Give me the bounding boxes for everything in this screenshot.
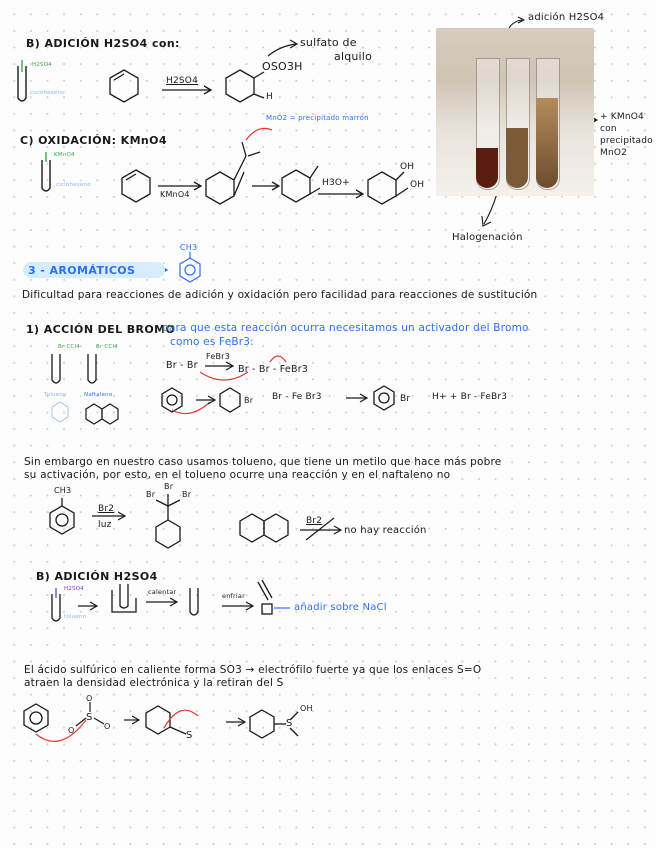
- paragraph: El ácido sulfúrico en caliente forma SO3 → electrófilo fuerte ya que los enlaces S=O: [24, 664, 482, 676]
- tube-label: KMnO4: [54, 152, 75, 158]
- product-group-label: OSO3H: [262, 60, 303, 73]
- photo-label: adición H2SO4: [528, 12, 605, 23]
- ring-label: CH3: [180, 243, 198, 252]
- test-tube-icon: [190, 588, 198, 615]
- tube-label: Br CCl4: [58, 344, 80, 350]
- reaction-arrow: [222, 602, 253, 610]
- tribromomethyl-cyclohexane-icon: [156, 494, 180, 548]
- product-name-label: sulfato de: [300, 36, 357, 49]
- toluene-icon: [50, 498, 74, 534]
- step-label: calentar: [148, 588, 177, 596]
- atom-label: S: [86, 712, 93, 723]
- manganate-ester-icon: [206, 128, 272, 204]
- paragraph: su activación, por esto, en el tolueno ocurre una reacción y en el naftaleno no: [24, 469, 451, 481]
- photo-label: con: [600, 124, 617, 134]
- curved-arrow: [270, 356, 286, 362]
- reagent-label: Br2: [98, 504, 115, 514]
- brown-liquid: [536, 98, 558, 188]
- oh-label: OH: [300, 704, 313, 713]
- tube-label: tolueno: [64, 614, 87, 620]
- photo-label: Halogenación: [452, 232, 523, 243]
- lab-photo: [436, 28, 594, 196]
- naphthalene-icon: [240, 514, 288, 542]
- tube-label: H2SO4: [64, 586, 84, 592]
- water-bath-icon: [112, 584, 136, 612]
- reaction-arrow: [226, 718, 245, 726]
- reagent-label: KMnO4: [160, 190, 190, 199]
- arenium-icon: [220, 388, 240, 412]
- reaction-arrow: [205, 362, 233, 370]
- tube-label: ciclohexeno: [56, 182, 91, 188]
- note-label: MnO2 = precipitado marrón: [266, 114, 369, 122]
- reagent-label: H2SO4: [166, 76, 199, 86]
- reaction-arrow: [196, 396, 215, 404]
- curved-arrow: [172, 402, 210, 414]
- atom-label: Br: [182, 490, 192, 499]
- final-step-label: añadir sobre NaCl: [294, 602, 387, 613]
- product-h-label: H: [266, 92, 273, 102]
- section-heading-oxidacion: C) OXIDACIÓN: KMnO4: [20, 134, 167, 147]
- reaction-arrow: [158, 182, 201, 190]
- reagent-label: H3O+: [322, 178, 350, 188]
- test-tube-icon: [42, 152, 50, 191]
- cyclohexane-icon: [282, 166, 320, 202]
- photo-label: + KMnO4: [600, 112, 644, 122]
- tube-label: Br CCl4: [96, 344, 118, 350]
- reagent-label: Br2: [306, 516, 323, 526]
- heading-note: para que esta reacción ocurra necesitamos un activador del Bromo: [162, 322, 529, 334]
- reaction-arrow: [78, 602, 97, 610]
- bromobenzene-icon: [374, 386, 394, 410]
- oh-label: OH: [400, 162, 415, 172]
- naphthalene-icon: [86, 404, 118, 424]
- atom-label: O: [104, 722, 111, 731]
- equation-text: H+ + Br - FeBr3: [432, 392, 508, 402]
- test-tube-icon: [52, 354, 96, 383]
- equation-text: FeBr3: [206, 352, 230, 361]
- tube-label: Naftaleno: [84, 392, 113, 398]
- benzene-icon: [24, 704, 48, 732]
- heading-note: como es FeBr3:: [170, 336, 254, 348]
- photo-label: precipitado: [600, 136, 653, 146]
- dark-liquid: [476, 148, 498, 188]
- photo-label: MnO2: [600, 148, 628, 158]
- paragraph: Dificultad para reacciones de adición y oxidación pero facilidad para reacciones de sustitución: [22, 289, 538, 301]
- equation-text: Br: [244, 396, 254, 405]
- test-tube-icon: [52, 588, 60, 621]
- test-tube-icon: [18, 60, 26, 101]
- section-heading-bromo: 1) ACCIÓN DEL BROMO: [26, 323, 176, 336]
- paragraph: atraen la densidad electrónica y la retiran del S: [24, 677, 284, 689]
- oh-label: OH: [410, 180, 425, 190]
- arenium-icon: [146, 706, 186, 734]
- cyclohexene-icon: [110, 70, 138, 102]
- tube-label: H2SO4: [32, 62, 52, 68]
- cyclohexane-icon: [226, 70, 264, 102]
- product-name-label: alquilo: [334, 50, 372, 63]
- curved-arrow: [36, 720, 86, 741]
- reaction-arrow: [146, 598, 177, 606]
- section-heading-aromaticos: 3 - AROMÁTICOS: [28, 264, 136, 277]
- reaction-arrow: [346, 394, 367, 402]
- equation-text: Br - Br: [166, 360, 198, 371]
- atom-label: S: [186, 730, 193, 741]
- reagent-label: luz: [98, 520, 112, 530]
- equation-text: Br - Fe Br3: [272, 392, 322, 402]
- tube-label: ciclohexeno: [30, 90, 65, 96]
- ring-label: CH3: [54, 486, 72, 495]
- step-label: enfriar: [222, 592, 245, 600]
- toluene-icon: [180, 252, 200, 282]
- section-heading-adicion-aromaticos: B) ADICIÓN H2SO4: [36, 570, 158, 583]
- atom-label: S: [286, 718, 293, 729]
- atom-label: O: [68, 726, 75, 735]
- section-heading-adicion-h2so4: B) ADICIÓN H2SO4 con:: [26, 37, 180, 50]
- precipitate-liquid: [506, 128, 528, 188]
- cyclohexene-icon: [122, 170, 150, 202]
- result-label: no hay reacción: [344, 525, 427, 536]
- annotation-arrow: [268, 40, 297, 56]
- diol-product-icon: [368, 172, 408, 204]
- benzene-icon: [162, 388, 182, 412]
- atom-label: Br: [164, 482, 174, 491]
- equation-text: Br: [400, 394, 411, 404]
- reaction-arrow: [162, 86, 211, 94]
- tube-label: Tolueno: [44, 392, 67, 398]
- beaker-icon: [258, 580, 272, 614]
- atom-label: Br: [146, 490, 156, 499]
- atom-label: O: [86, 694, 93, 703]
- reaction-arrow: [252, 182, 279, 190]
- reaction-arrow: [318, 190, 363, 198]
- toluene-icon: [52, 402, 68, 422]
- reaction-arrow: [124, 716, 139, 724]
- paragraph: Sin embargo en nuestro caso usamos tolueno, que tiene un metilo que hace más pobre: [24, 456, 502, 468]
- equation-text: Br - Br - FeBr3: [238, 364, 309, 375]
